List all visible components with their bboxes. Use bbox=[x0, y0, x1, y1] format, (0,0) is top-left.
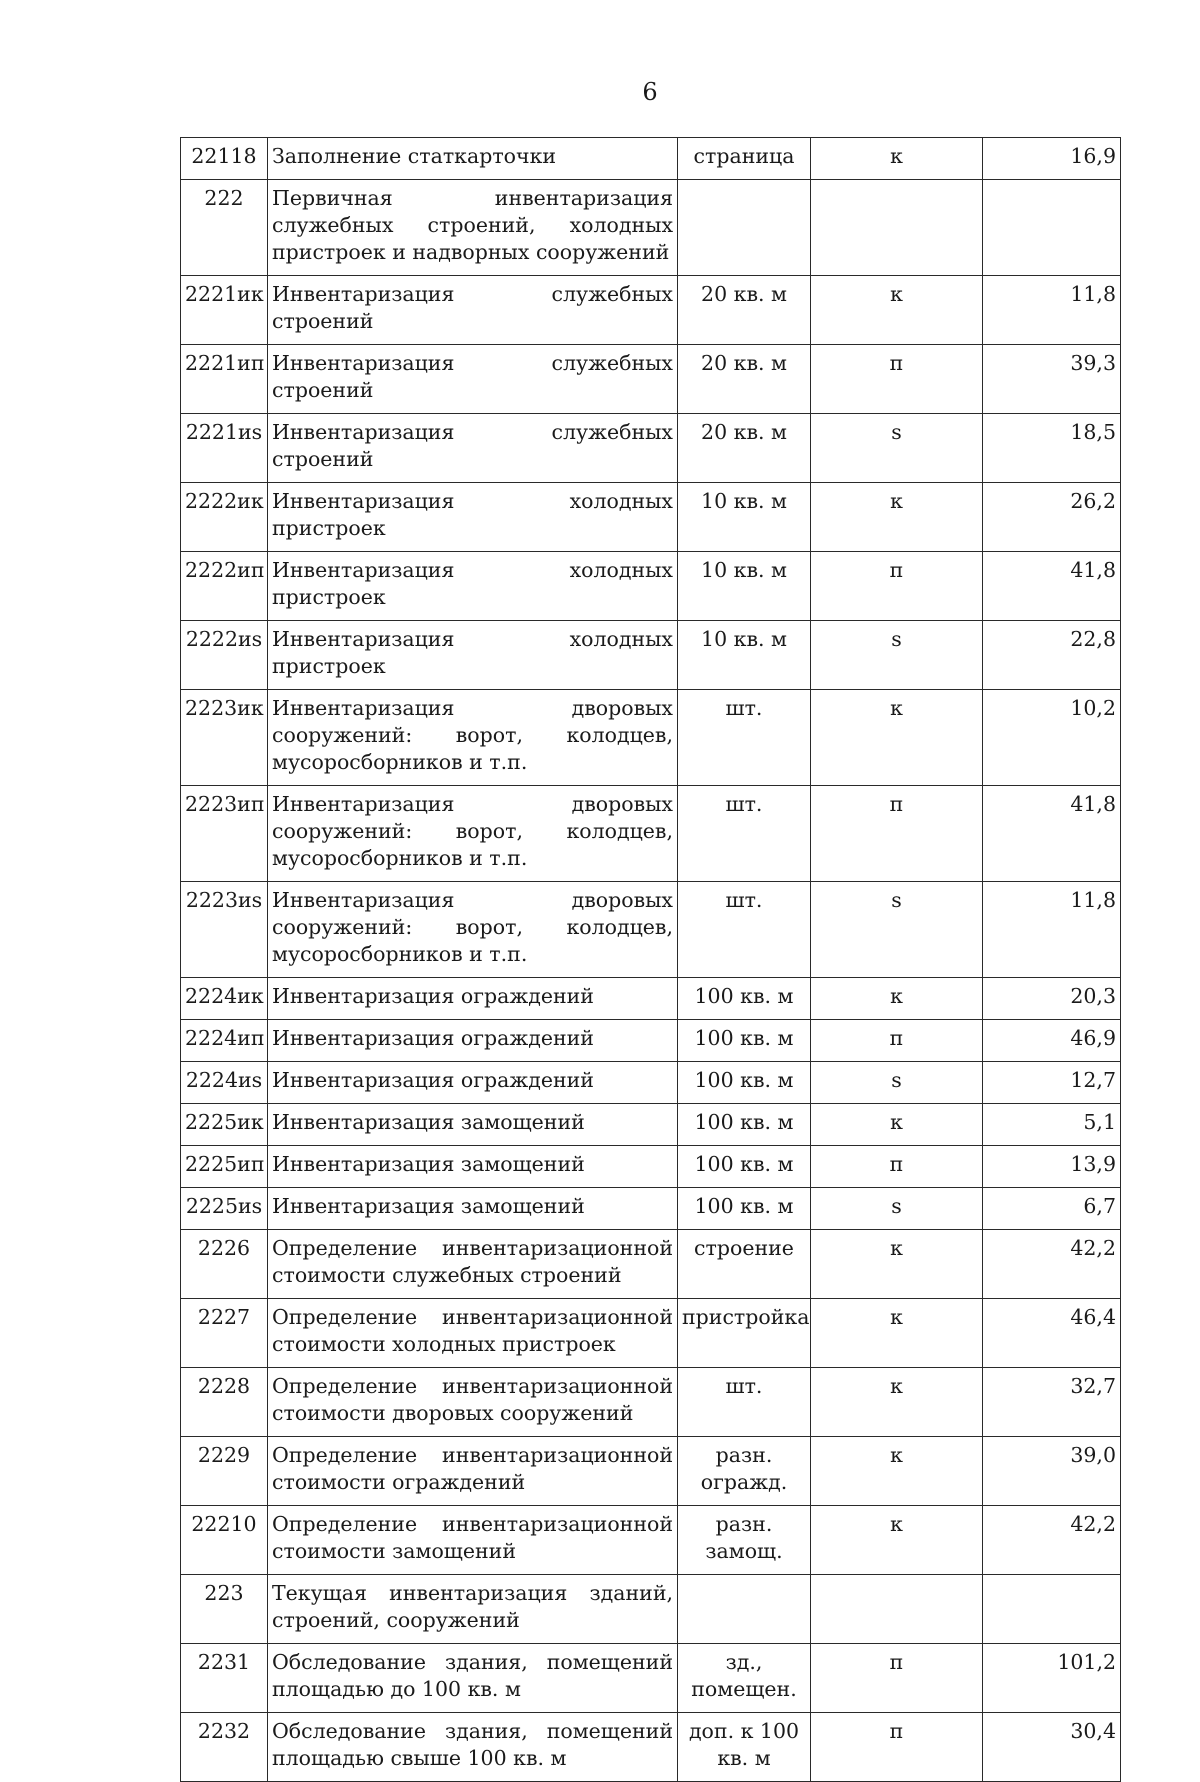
row-description: Заполнение статкарточки bbox=[268, 138, 678, 180]
row-unit: пристройка bbox=[678, 1299, 811, 1368]
row-unit: 20 кв. м bbox=[678, 345, 811, 414]
row-unit: строение bbox=[678, 1230, 811, 1299]
row-category: s bbox=[811, 1062, 983, 1104]
table-row bbox=[181, 1713, 1121, 1782]
row-description: Инвентаризация служебных строений bbox=[268, 414, 678, 483]
row-category: к bbox=[811, 1104, 983, 1146]
row-description: Текущая инвентаризация зданий, строений, сооружений bbox=[268, 1575, 678, 1644]
row-description: Определение инвентаризационной стоимости холодных пристроек bbox=[268, 1299, 678, 1368]
row-code: 2228 bbox=[181, 1368, 268, 1437]
row-code: 22210 bbox=[181, 1506, 268, 1575]
row-category: к bbox=[811, 1299, 983, 1368]
row-unit: шт. bbox=[678, 882, 811, 978]
table-row bbox=[181, 1506, 1121, 1575]
row-code: 2225иs bbox=[181, 1188, 268, 1230]
row-description: Обследование здания, помещений площадью свыше 100 кв. м bbox=[268, 1713, 678, 1782]
table-row bbox=[181, 180, 1121, 276]
table-row bbox=[181, 552, 1121, 621]
row-unit: разн. замощ. bbox=[678, 1506, 811, 1575]
row-code: 2222ип bbox=[181, 552, 268, 621]
row-description: Инвентаризация дворовых сооружений: ворот, колодцев, мусоросборников и т.п. bbox=[268, 690, 678, 786]
row-category: п bbox=[811, 552, 983, 621]
row-value: 41,8 bbox=[983, 552, 1121, 621]
table-row bbox=[181, 690, 1121, 786]
row-description: Первичная инвентаризация служебных строений, холодных пристроек и надворных сооружений bbox=[268, 180, 678, 276]
row-description: Инвентаризация ограждений bbox=[268, 1062, 678, 1104]
row-code: 2224ип bbox=[181, 1020, 268, 1062]
row-value: 42,2 bbox=[983, 1230, 1121, 1299]
row-unit: шт. bbox=[678, 1368, 811, 1437]
row-code: 2221ип bbox=[181, 345, 268, 414]
row-value: 12,7 bbox=[983, 1062, 1121, 1104]
row-description: Инвентаризация дворовых сооружений: ворот, колодцев, мусоросборников и т.п. bbox=[268, 882, 678, 978]
row-value: 5,1 bbox=[983, 1104, 1121, 1146]
row-code: 2223ик bbox=[181, 690, 268, 786]
row-category: к bbox=[811, 276, 983, 345]
row-description: Инвентаризация холодных пристроек bbox=[268, 483, 678, 552]
row-category: s bbox=[811, 882, 983, 978]
row-description: Инвентаризация замощений bbox=[268, 1188, 678, 1230]
row-value: 41,8 bbox=[983, 786, 1121, 882]
row-unit: 100 кв. м bbox=[678, 978, 811, 1020]
row-code: 2225ик bbox=[181, 1104, 268, 1146]
row-description: Определение инвентаризационной стоимости служебных строений bbox=[268, 1230, 678, 1299]
row-value: 26,2 bbox=[983, 483, 1121, 552]
table-body bbox=[181, 138, 1121, 1782]
row-value bbox=[983, 1575, 1121, 1644]
row-description: Инвентаризация холодных пристроек bbox=[268, 621, 678, 690]
row-category: к bbox=[811, 978, 983, 1020]
table-row bbox=[181, 345, 1121, 414]
row-description: Определение инвентаризационной стоимости замощений bbox=[268, 1506, 678, 1575]
table-row bbox=[181, 1230, 1121, 1299]
row-value: 16,9 bbox=[983, 138, 1121, 180]
row-unit bbox=[678, 1575, 811, 1644]
row-value bbox=[983, 180, 1121, 276]
row-unit: 100 кв. м bbox=[678, 1020, 811, 1062]
table-row bbox=[181, 978, 1121, 1020]
table-row bbox=[181, 1368, 1121, 1437]
row-category: к bbox=[811, 138, 983, 180]
row-value: 10,2 bbox=[983, 690, 1121, 786]
row-unit: зд., помещен. bbox=[678, 1644, 811, 1713]
row-code: 2229 bbox=[181, 1437, 268, 1506]
row-unit: 100 кв. м bbox=[678, 1104, 811, 1146]
page-number: 6 bbox=[642, 78, 658, 106]
row-description: Инвентаризация служебных строений bbox=[268, 345, 678, 414]
row-value: 32,7 bbox=[983, 1368, 1121, 1437]
row-category: к bbox=[811, 690, 983, 786]
row-value: 39,0 bbox=[983, 1437, 1121, 1506]
row-unit: 20 кв. м bbox=[678, 414, 811, 483]
row-description: Инвентаризация холодных пристроек bbox=[268, 552, 678, 621]
row-code: 2222иs bbox=[181, 621, 268, 690]
row-category: к bbox=[811, 483, 983, 552]
row-code: 22118 bbox=[181, 138, 268, 180]
row-unit: страница bbox=[678, 138, 811, 180]
row-unit: разн. огражд. bbox=[678, 1437, 811, 1506]
row-code: 2221ик bbox=[181, 276, 268, 345]
table-row bbox=[181, 882, 1121, 978]
row-code: 222 bbox=[181, 180, 268, 276]
row-code: 2224иs bbox=[181, 1062, 268, 1104]
row-value: 46,4 bbox=[983, 1299, 1121, 1368]
row-description: Инвентаризация замощений bbox=[268, 1104, 678, 1146]
row-code: 2221иs bbox=[181, 414, 268, 483]
row-unit: 20 кв. м bbox=[678, 276, 811, 345]
row-description: Инвентаризация дворовых сооружений: ворот, колодцев, мусоросборников и т.п. bbox=[268, 786, 678, 882]
table-row bbox=[181, 1299, 1121, 1368]
row-code: 2222ик bbox=[181, 483, 268, 552]
row-category: к bbox=[811, 1506, 983, 1575]
row-code: 2223иs bbox=[181, 882, 268, 978]
row-category: п bbox=[811, 1020, 983, 1062]
row-value: 101,2 bbox=[983, 1644, 1121, 1713]
row-unit: 10 кв. м bbox=[678, 483, 811, 552]
row-category bbox=[811, 180, 983, 276]
row-description: Определение инвентаризационной стоимости ограждений bbox=[268, 1437, 678, 1506]
table-row bbox=[181, 1188, 1121, 1230]
row-code: 2231 bbox=[181, 1644, 268, 1713]
row-category: s bbox=[811, 1188, 983, 1230]
row-value: 30,4 bbox=[983, 1713, 1121, 1782]
row-code: 2226 bbox=[181, 1230, 268, 1299]
row-description: Инвентаризация ограждений bbox=[268, 1020, 678, 1062]
row-category: п bbox=[811, 786, 983, 882]
row-category: к bbox=[811, 1230, 983, 1299]
row-category: к bbox=[811, 1437, 983, 1506]
row-unit: 100 кв. м bbox=[678, 1188, 811, 1230]
row-description: Определение инвентаризационной стоимости дворовых сооружений bbox=[268, 1368, 678, 1437]
row-value: 11,8 bbox=[983, 276, 1121, 345]
row-unit: 100 кв. м bbox=[678, 1062, 811, 1104]
row-category: s bbox=[811, 621, 983, 690]
row-unit: доп. к 100 кв. м bbox=[678, 1713, 811, 1782]
row-unit: 10 кв. м bbox=[678, 621, 811, 690]
row-value: 42,2 bbox=[983, 1506, 1121, 1575]
row-value: 18,5 bbox=[983, 414, 1121, 483]
table-row bbox=[181, 276, 1121, 345]
table-row bbox=[181, 483, 1121, 552]
row-code: 2227 bbox=[181, 1299, 268, 1368]
table-row bbox=[181, 138, 1121, 180]
table-row bbox=[181, 1104, 1121, 1146]
table-row bbox=[181, 1437, 1121, 1506]
row-code: 223 bbox=[181, 1575, 268, 1644]
row-category: п bbox=[811, 345, 983, 414]
row-description: Инвентаризация служебных строений bbox=[268, 276, 678, 345]
row-value: 46,9 bbox=[983, 1020, 1121, 1062]
table-row bbox=[181, 1146, 1121, 1188]
table-row bbox=[181, 786, 1121, 882]
row-unit: шт. bbox=[678, 786, 811, 882]
table-row bbox=[181, 1062, 1121, 1104]
row-category: п bbox=[811, 1644, 983, 1713]
row-value: 22,8 bbox=[983, 621, 1121, 690]
row-value: 6,7 bbox=[983, 1188, 1121, 1230]
row-unit bbox=[678, 180, 811, 276]
row-value: 20,3 bbox=[983, 978, 1121, 1020]
row-value: 11,8 bbox=[983, 882, 1121, 978]
tariff-table bbox=[180, 137, 1121, 1782]
row-description: Обследование здания, помещений площадью до 100 кв. м bbox=[268, 1644, 678, 1713]
row-category bbox=[811, 1575, 983, 1644]
row-category: к bbox=[811, 1368, 983, 1437]
row-category: п bbox=[811, 1146, 983, 1188]
row-description: Инвентаризация ограждений bbox=[268, 978, 678, 1020]
row-code: 2232 bbox=[181, 1713, 268, 1782]
table-row bbox=[181, 414, 1121, 483]
row-code: 2223ип bbox=[181, 786, 268, 882]
table-row bbox=[181, 621, 1121, 690]
row-code: 2225ип bbox=[181, 1146, 268, 1188]
row-value: 13,9 bbox=[983, 1146, 1121, 1188]
table-row bbox=[181, 1644, 1121, 1713]
row-category: п bbox=[811, 1713, 983, 1782]
row-value: 39,3 bbox=[983, 345, 1121, 414]
row-unit: 10 кв. м bbox=[678, 552, 811, 621]
row-unit: шт. bbox=[678, 690, 811, 786]
row-unit: 100 кв. м bbox=[678, 1146, 811, 1188]
row-category: s bbox=[811, 414, 983, 483]
row-description: Инвентаризация замощений bbox=[268, 1146, 678, 1188]
table-row bbox=[181, 1020, 1121, 1062]
table-row bbox=[181, 1575, 1121, 1644]
row-code: 2224ик bbox=[181, 978, 268, 1020]
